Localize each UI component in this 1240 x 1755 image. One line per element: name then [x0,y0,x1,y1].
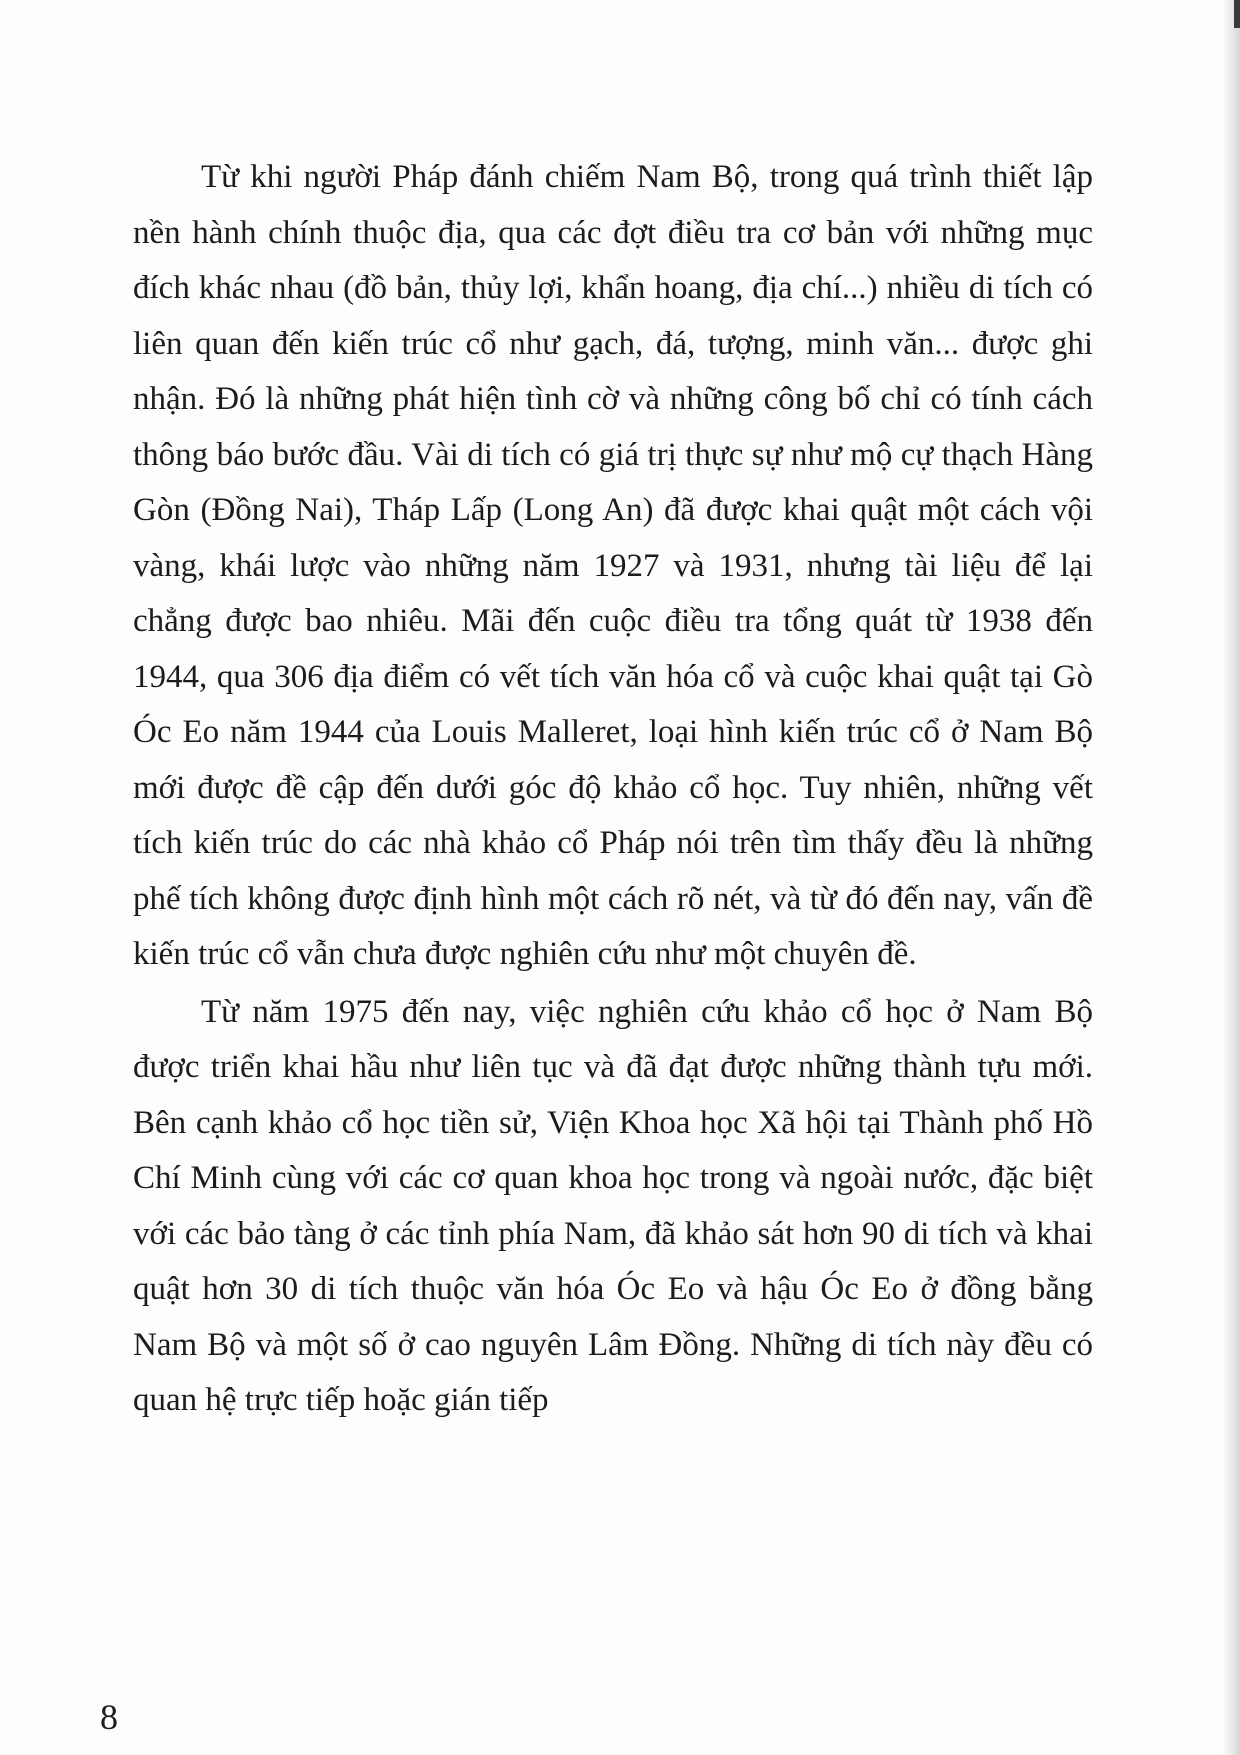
page-edge-shadow [1222,0,1240,1755]
paragraph-2: Từ năm 1975 đến nay, việc nghiên cứu khảo cổ học ở Nam Bộ được triển khai hầu như liên tục và đã đạt được những thành tựu mới. Bên cạnh khảo cổ học tiền sử, Viện Khoa học Xã hội tại Thành phố Hồ Chí Minh cùng với các cơ quan khoa học trong và ngoài nước, đặc biệt với các bảo tàng ở các tỉnh phía Nam, đã khảo sát hơn 90 di tích và khai quật hơn 30 di tích thuộc văn hóa Óc Eo và hậu Óc Eo ở đồng bằng Nam Bộ và một số ở cao nguyên Lâm Đồng. Những di tích này đều có quan hệ trực tiếp hoặc gián tiếp [133,993,1093,1418]
body-text [133,150,1093,1429]
paragraph-1: Từ khi người Pháp đánh chiếm Nam Bộ, trong quá trình thiết lập nền hành chính thuộc địa, qua các đợt điều tra cơ bản với những mục đích khác nhau (đồ bản, thủy lợi, khẩn hoang, địa chí...) nhiều di tích có liên quan đến kiến trúc cổ như gạch, đá, tượng, minh văn... được ghi nhận. Đó là những phát hiện tình cờ và những công bố chỉ có tính cách thông báo bước đầu. Vài di tích có giá trị thực sự như mộ cự thạch Hàng Gòn (Đồng Nai), Tháp Lấp (Long An) đã được khai quật một cách vội vàng, khái lược vào những năm 1927 và 1931, nhưng tài liệu để lại chẳng được bao nhiêu. Mãi đến cuộc điều tra tổng quát từ 1938 đến 1944, qua 306 địa điểm có vết tích văn hóa cổ và cuộc khai quật tại Gò Óc Eo năm 1944 của Louis Malleret, loại hình kiến trúc cổ ở Nam Bộ mới được đề cập đến dưới góc độ khảo cổ học. Tuy nhiên, những vết tích kiến trúc do các nhà khảo cổ Pháp nói trên tìm thấy đều là những phế tích không được định hình một cách rõ nét, và từ đó đến nay, vấn đề kiến trúc cổ vẫn chưa được nghiên cứu như một chuyên đề. [133,159,1093,972]
page-corner-mark [1234,0,1240,28]
page-number: 8 [100,1697,118,1737]
